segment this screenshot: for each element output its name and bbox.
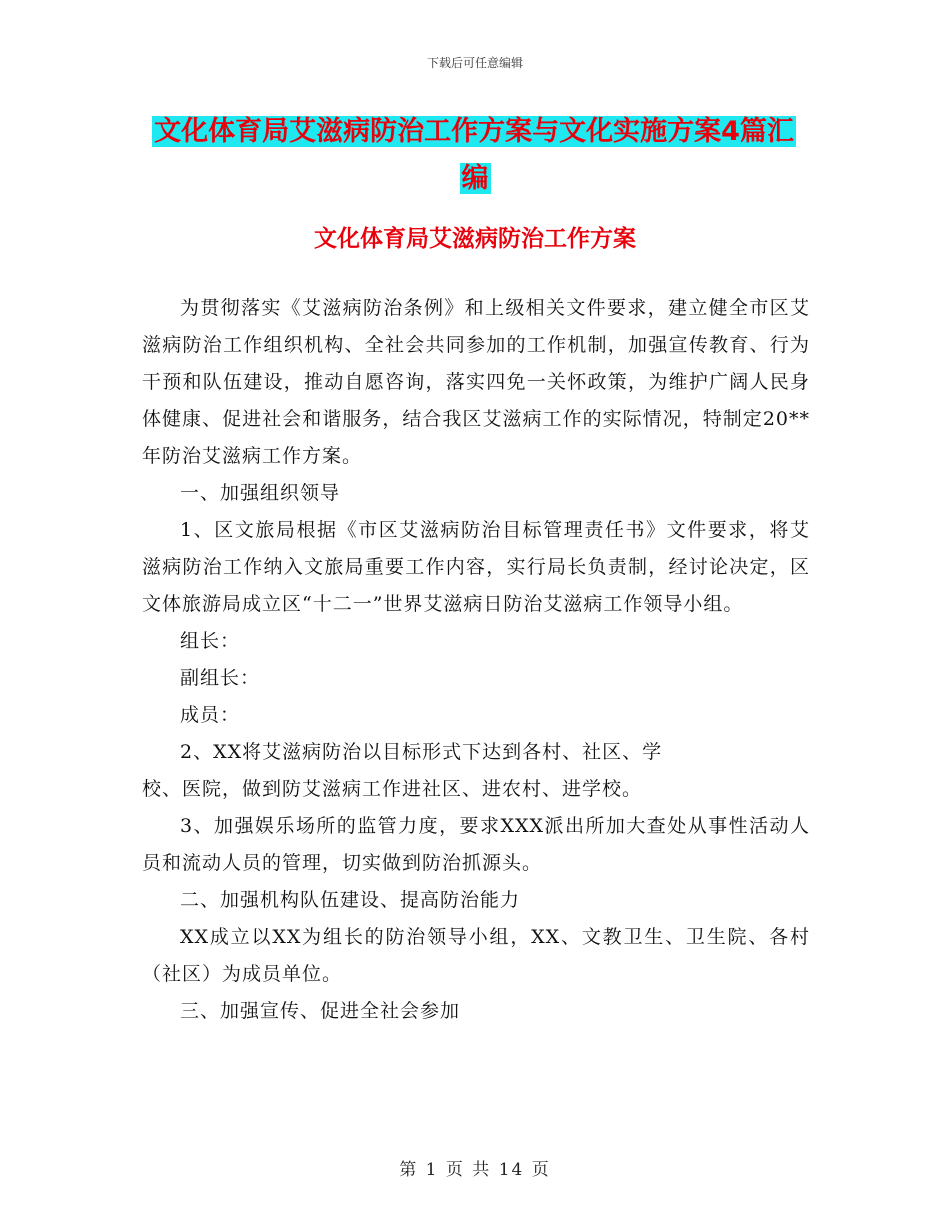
document-body bbox=[142, 290, 810, 1030]
section-title: 文化体育局艾滋病防治工作方案 bbox=[314, 226, 636, 252]
page-footer: 第 1 页 共 14 页 bbox=[399, 1160, 551, 1180]
paragraph: 1、区文旅局根据《市区艾滋病防治目标管理责任书》文件要求，将艾滋病防治工作纳入文旅局重要工作内容，实行局长负责制，经讨论决定，区文体旅游局成立区“十二一”世界艾滋病日防治艾滋病工作领导小组。 bbox=[142, 519, 810, 615]
paragraph: 3、加强娱乐场所的监管力度，要求XXX派出所加大查处从事性活动人员和流动人员的管理，切实做到防治抓源头。 bbox=[142, 815, 810, 874]
paragraph: 2、XX将艾滋病防治以目标形式下达到各村、社区、学 bbox=[180, 741, 663, 763]
paragraph: 三、加强宣传、促进全社会参加 bbox=[180, 1000, 461, 1022]
paragraph: 二、加强机构队伍建设、提高防治能力 bbox=[180, 889, 521, 911]
paragraph: 成员： bbox=[180, 704, 241, 726]
paragraph: 为贯彻落实《艾滋病防治条例》和上级相关文件要求，建立健全市区艾滋病防治工作组织机构、全社会共同参加的工作机制，加强宣传教育、行为干预和队伍建设，推动自愿咨询，落实四免一关怀政策，为维护广阔人民身体健康、促进社会和谐服务，结合我区艾滋病工作的实际情况，特制定20**年防治艾滋病工作方案。 bbox=[142, 297, 810, 467]
page-header-note: 下载后可任意编辑 bbox=[426, 56, 523, 70]
paragraph: XX成立以XX为组长的防治领导小组，XX、文教卫生、卫生院、各村（社区）为成员单位。 bbox=[142, 926, 810, 985]
paragraph: 组长： bbox=[180, 630, 241, 652]
paragraph: 一、加强组织领导 bbox=[180, 482, 341, 504]
paragraph: 副组长： bbox=[180, 667, 261, 689]
document-title-text: 文化体育局艾滋病防治工作方案与文化实施方案4篇汇编 bbox=[154, 116, 794, 194]
paragraph: 校、医院，做到防艾滋病工作进社区、进农村、进学校。 bbox=[142, 778, 643, 800]
document-title bbox=[140, 108, 810, 202]
